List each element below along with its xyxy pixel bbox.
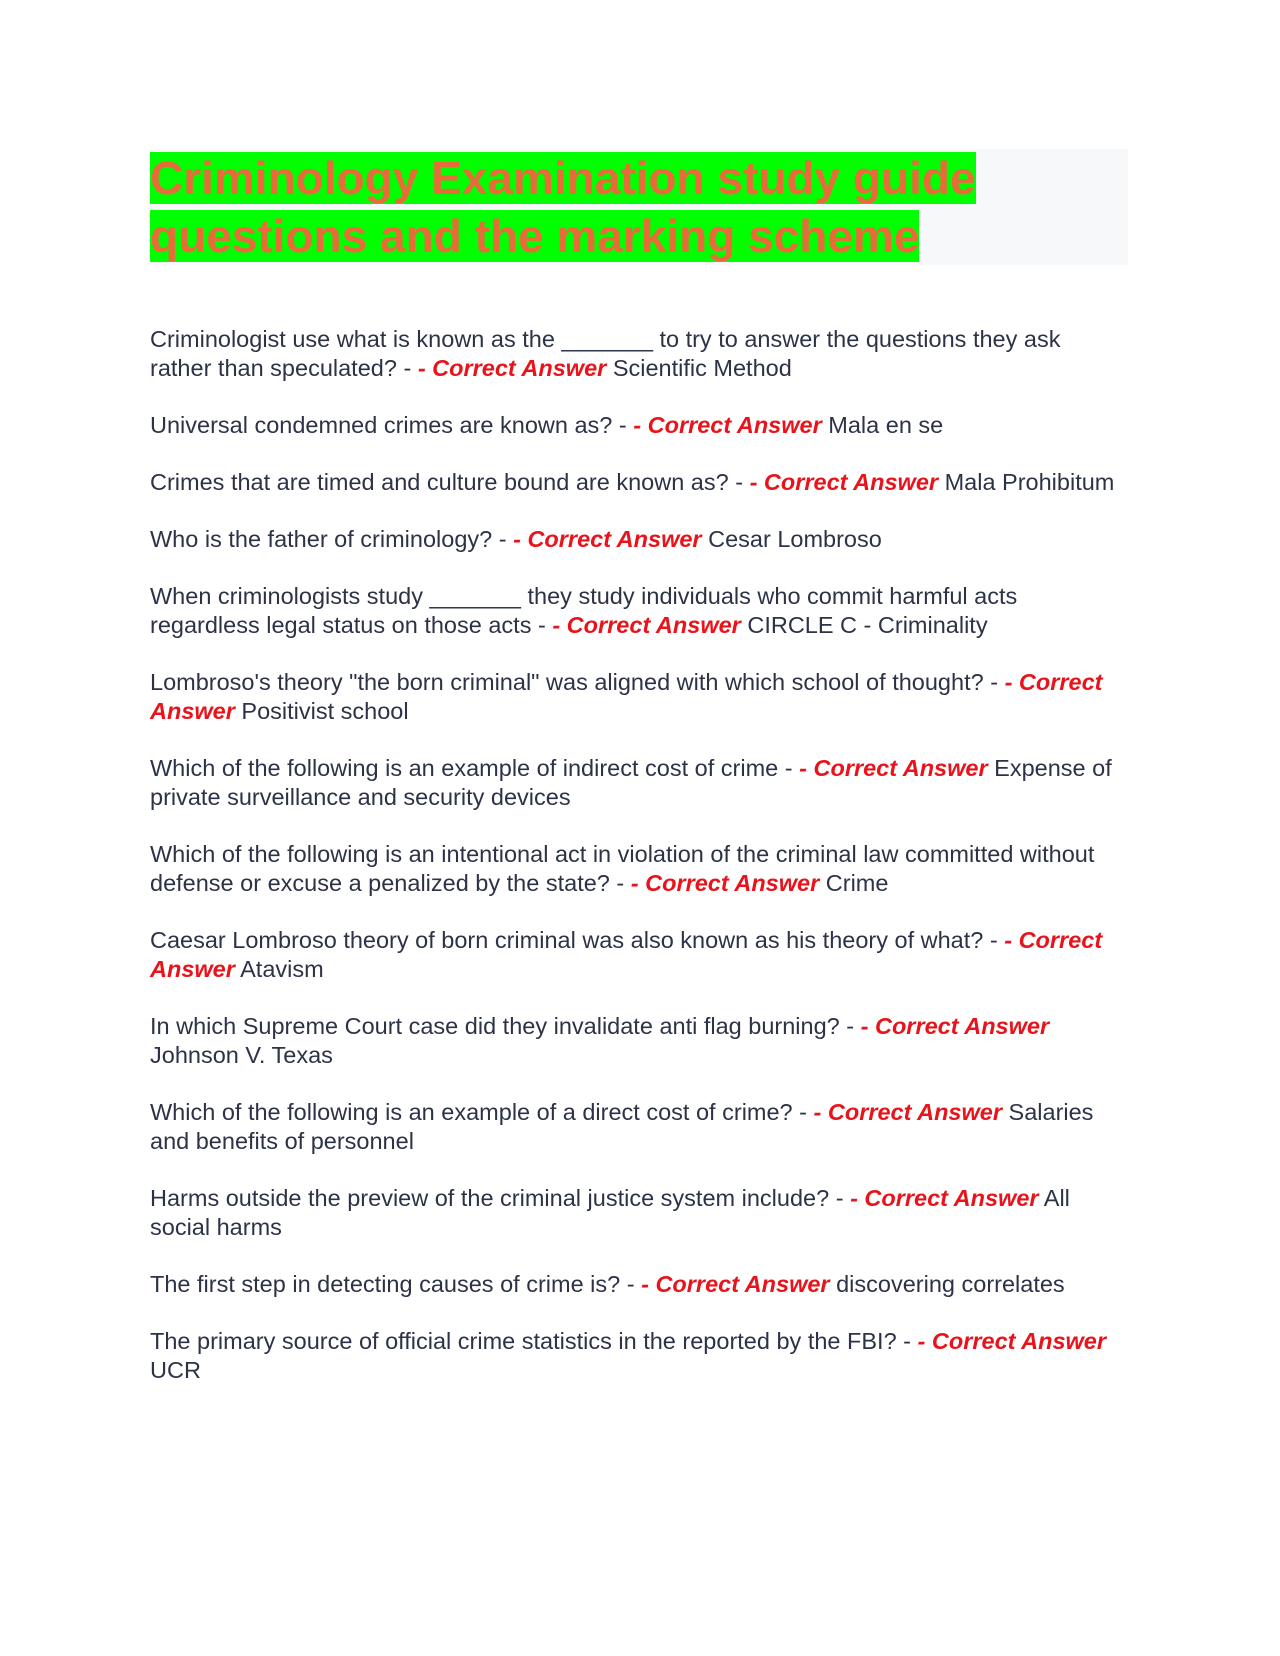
qa-item	[150, 926, 1128, 984]
title-block	[150, 149, 1128, 265]
question-text: Caesar Lombroso theory of born criminal was also known as his theory of what? -	[150, 927, 1005, 953]
qa-item	[150, 668, 1128, 726]
qa-item	[150, 411, 1128, 440]
qa-item	[150, 1184, 1128, 1242]
correct-answer-marker: - Correct Answer	[513, 526, 702, 552]
correct-answer-marker: - Correct Answer	[633, 412, 822, 438]
answer-text: Scientific Method	[606, 355, 792, 381]
answer-text: All social harms	[150, 1185, 1070, 1240]
correct-answer-marker: - Correct Answer	[641, 1271, 830, 1297]
answer-text: Salaries and benefits of personnel	[150, 1099, 1094, 1154]
answer-text: Johnson V. Texas	[150, 1042, 333, 1068]
question-text: When criminologists study _______ they study individuals who commit harmful acts regardless legal status on those acts -	[150, 583, 1018, 638]
document-title	[150, 149, 1070, 265]
answer-text: UCR	[150, 1357, 201, 1383]
qa-item	[150, 1098, 1128, 1156]
answer-text: Expense of private surveillance and security devices	[150, 755, 1112, 810]
answer-text: Mala en se	[821, 412, 944, 438]
answer-text: Atavism	[234, 956, 324, 982]
correct-answer-marker: - Correct Answer	[150, 669, 1103, 724]
qa-item	[150, 525, 1128, 554]
question-text: Criminologist use what is known as the _______ to try to answer the questions they ask rather than speculated? -	[150, 326, 1061, 381]
question-text: The primary source of official crime statistics in the reported by the FBI? -	[150, 1328, 918, 1354]
answer-text: Mala Prohibitum	[938, 469, 1115, 495]
correct-answer-marker: - Correct Answer	[630, 870, 820, 896]
question-text: Universal condemned crimes are known as? -	[150, 412, 634, 438]
answer-text: discovering correlates	[829, 1271, 1065, 1297]
question-text: The first step in detecting causes of crime is? -	[150, 1271, 642, 1297]
correct-answer-marker: - Correct Answer	[917, 1328, 1107, 1354]
qa-item	[150, 754, 1128, 812]
qa-list	[150, 325, 1128, 1385]
correct-answer-marker: - Correct Answer	[150, 927, 1103, 982]
question-text: Which of the following is an intentional act in violation of the criminal law committed without defense or excuse a penalized by the state? -	[150, 841, 1095, 896]
qa-item	[150, 840, 1128, 898]
correct-answer-marker: - Correct Answer	[813, 1099, 1002, 1125]
correct-answer-marker: - Correct Answer	[860, 1013, 1050, 1039]
qa-item	[150, 582, 1128, 640]
correct-answer-marker: - Correct Answer	[552, 612, 741, 638]
answer-text: Crime	[819, 870, 889, 896]
question-text: Who is the father of criminology? -	[150, 526, 514, 552]
correct-answer-marker: - Correct Answer	[749, 469, 939, 495]
correct-answer-marker: - Correct Answer	[850, 1185, 1039, 1211]
answer-text: Positivist school	[234, 698, 409, 724]
answer-text: Cesar Lombroso	[701, 526, 882, 552]
qa-item	[150, 325, 1128, 383]
question-text: Which of the following is an example of a direct cost of crime? -	[150, 1099, 814, 1125]
answer-text: CIRCLE C - Criminality	[740, 612, 988, 638]
title-highlight: Criminology Examination study guide questions and the marking scheme	[150, 152, 976, 262]
qa-item	[150, 1012, 1128, 1070]
question-text: Lombroso's theory "the born criminal" was aligned with which school of thought? -	[150, 669, 1005, 695]
question-text: In which Supreme Court case did they invalidate anti flag burning? -	[150, 1013, 861, 1039]
correct-answer-marker: - Correct Answer	[799, 755, 988, 781]
document-page	[150, 149, 1128, 1413]
correct-answer-marker: - Correct Answer	[417, 355, 607, 381]
question-text: Harms outside the preview of the criminal justice system include? -	[150, 1185, 851, 1211]
qa-item	[150, 468, 1128, 497]
qa-item	[150, 1270, 1128, 1299]
question-text: Which of the following is an example of indirect cost of crime -	[150, 755, 800, 781]
question-text: Crimes that are timed and culture bound are known as? -	[150, 469, 750, 495]
qa-item	[150, 1327, 1128, 1385]
